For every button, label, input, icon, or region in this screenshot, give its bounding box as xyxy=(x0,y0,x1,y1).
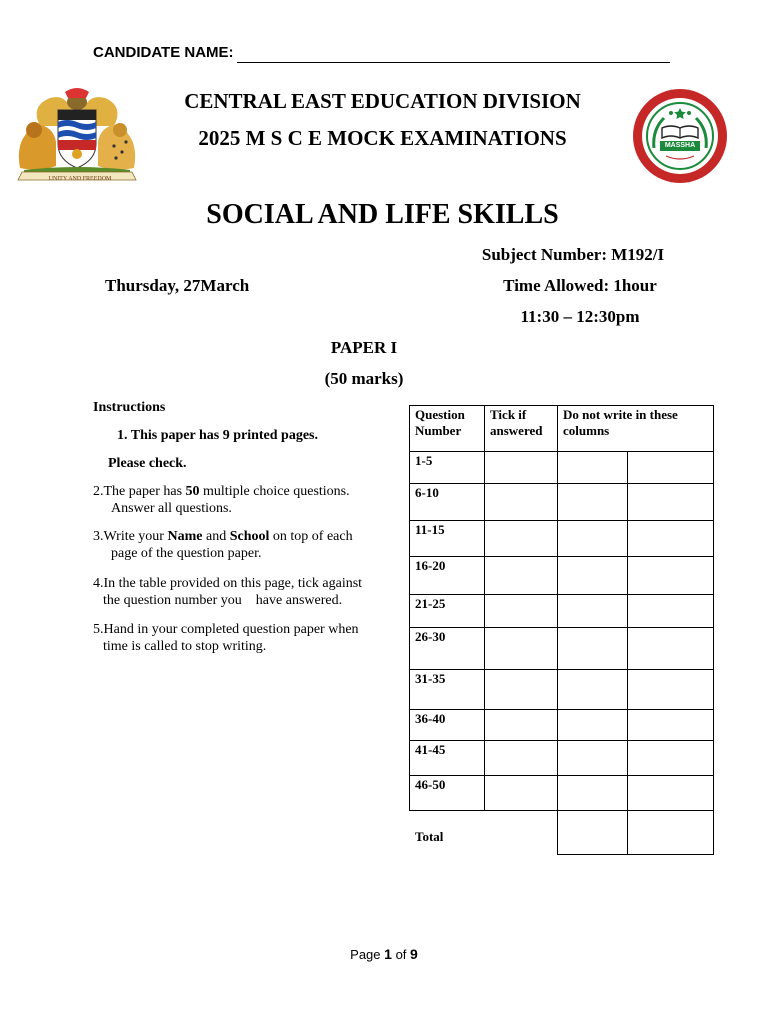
instruction-1: 1. This paper has 9 printed pages. xyxy=(117,428,318,443)
instruction-2-count: 50 xyxy=(185,484,200,499)
table-border xyxy=(409,740,714,741)
tick-box[interactable] xyxy=(484,451,557,483)
table-border xyxy=(409,810,714,811)
coat-of-arms-motto: UNITY AND FREEDOM xyxy=(48,176,112,182)
table-border xyxy=(409,627,714,628)
instructions-heading: Instructions xyxy=(93,400,166,415)
table-border xyxy=(409,405,714,406)
massha-seal-logo xyxy=(630,86,730,186)
tick-box[interactable] xyxy=(484,627,557,669)
header-question-number: Question Number xyxy=(415,407,465,438)
table-border xyxy=(409,669,714,670)
time-allowed: Time Allowed: 1hour xyxy=(503,276,657,295)
marks-label: (50 marks) xyxy=(324,369,404,388)
row-label: 46-50 xyxy=(415,777,446,792)
total-pages: 9 xyxy=(410,946,418,962)
tick-box[interactable] xyxy=(484,556,557,594)
time-range: 11:30 – 12:30pm xyxy=(520,307,640,326)
subject-title: SOCIAL AND LIFE SKILLS xyxy=(206,199,559,230)
table-border xyxy=(484,405,485,810)
tick-box[interactable] xyxy=(484,775,557,810)
instruction-3-line2: page of the question paper. xyxy=(111,546,262,561)
exam-date: Thursday, 27March xyxy=(105,276,250,295)
instruction-4-line2: the question number you have answered. xyxy=(103,593,343,608)
table-border xyxy=(409,483,714,484)
instruction-1-check: Please check. xyxy=(108,456,187,471)
table-border xyxy=(409,451,714,452)
table-border xyxy=(409,520,714,521)
row-label: 41-45 xyxy=(415,742,446,757)
instruction-3-name: Name xyxy=(167,529,203,544)
header-tick-if-answered: Tick if answered xyxy=(490,407,543,438)
table-border xyxy=(409,594,714,595)
answer-tracking-table xyxy=(409,405,714,855)
table-border xyxy=(627,451,628,855)
row-label: 1-5 xyxy=(415,453,433,468)
row-label: 6-10 xyxy=(415,485,439,500)
row-label: 36-40 xyxy=(415,711,446,726)
page-label: Page xyxy=(350,947,381,962)
instruction-4-line1: 4.In the table provided on this page, tick against xyxy=(93,576,363,591)
instruction-5-line2: time is called to stop writing. xyxy=(103,639,267,654)
instruction-4 xyxy=(93,575,403,609)
candidate-name-line[interactable] xyxy=(237,62,670,63)
table-border xyxy=(409,556,714,557)
candidate-name-label: CANDIDATE NAME: xyxy=(93,44,234,61)
tick-box[interactable] xyxy=(484,483,557,520)
table-border xyxy=(409,709,714,710)
tick-box[interactable] xyxy=(484,594,557,627)
instruction-3-suffix: on top of each xyxy=(269,529,353,544)
row-label: 16-20 xyxy=(415,558,446,573)
instruction-2-prefix: 2.The paper has xyxy=(93,484,186,499)
division-heading: CENTRAL EAST EDUCATION DIVISION xyxy=(184,89,581,113)
table-border xyxy=(713,405,714,855)
paper-label: PAPER I xyxy=(330,338,398,357)
tick-box[interactable] xyxy=(484,709,557,740)
instruction-3-prefix: 3.Write your xyxy=(93,529,168,544)
instruction-3-school: School xyxy=(229,529,270,544)
row-label: 21-25 xyxy=(415,596,446,611)
row-label: 26-30 xyxy=(415,629,446,644)
subject-number: Subject Number: M192/I xyxy=(481,245,665,264)
instruction-2-line2: Answer all questions. xyxy=(111,501,232,516)
instruction-5 xyxy=(93,621,403,655)
total-label: Total xyxy=(415,829,444,844)
table-border xyxy=(557,854,714,855)
table-border xyxy=(409,405,410,810)
table-border xyxy=(409,775,714,776)
coat-of-arms-emblem xyxy=(10,86,144,182)
instruction-3 xyxy=(93,528,393,562)
page-number: 1 xyxy=(384,946,392,962)
row-label: 31-35 xyxy=(415,671,446,686)
of-label: of xyxy=(395,947,407,962)
tick-box[interactable] xyxy=(484,740,557,775)
tick-box[interactable] xyxy=(484,669,557,709)
exam-heading: 2025 M S C E MOCK EXAMINATIONS xyxy=(198,126,567,150)
instruction-2 xyxy=(93,483,393,517)
row-label: 11-15 xyxy=(415,522,445,537)
page-footer xyxy=(300,946,468,962)
instruction-2-suffix: multiple choice questions. xyxy=(199,484,350,499)
instruction-5-line1: 5.Hand in your completed question paper when xyxy=(93,622,359,637)
header-do-not-write: Do not write in these columns xyxy=(563,407,678,438)
table-border xyxy=(557,405,558,855)
massha-seal-text: MASSHA xyxy=(664,142,696,149)
instruction-3-and: and xyxy=(202,529,230,544)
tick-box[interactable] xyxy=(484,520,557,556)
